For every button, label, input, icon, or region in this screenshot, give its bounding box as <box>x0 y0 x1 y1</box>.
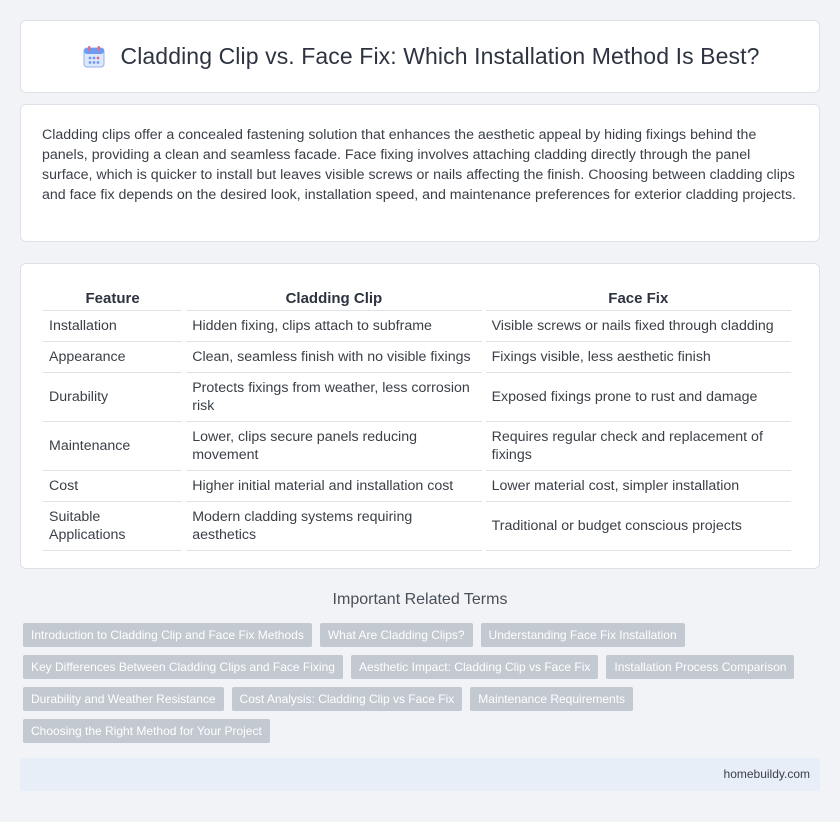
table-cell: Maintenance <box>43 422 182 471</box>
table-cell: Exposed fixings prone to rust and damage <box>486 373 791 422</box>
column-header-cladding-clip: Cladding Clip <box>186 286 481 311</box>
footer <box>20 758 820 791</box>
table-cell: Lower, clips secure panels reducing movement <box>186 422 481 471</box>
table-cell: Cost <box>43 471 182 502</box>
tag-row <box>23 687 823 711</box>
related-term-tag[interactable]: Choosing the Right Method for Your Project <box>23 719 270 743</box>
table-cell: Higher initial material and installation cost <box>186 471 481 502</box>
intro-card <box>20 104 820 242</box>
tag-row <box>23 623 823 647</box>
related-terms-tags <box>23 623 823 751</box>
footer-site-link[interactable]: homebuildy.com <box>723 767 810 781</box>
table-cell: Protects fixings from weather, less corrosion risk <box>186 373 481 422</box>
comparison-table <box>39 286 795 551</box>
table-cell: Appearance <box>43 342 182 373</box>
related-term-tag[interactable]: Aesthetic Impact: Cladding Clip vs Face Fix <box>351 655 598 679</box>
table-cell: Durability <box>43 373 182 422</box>
table-cell: Modern cladding systems requiring aesthetics <box>186 502 481 551</box>
table-row <box>43 502 791 551</box>
table-cell: Fixings visible, less aesthetic finish <box>486 342 791 373</box>
table-row <box>43 311 791 342</box>
related-term-tag[interactable]: Introduction to Cladding Clip and Face Fix Methods <box>23 623 312 647</box>
table-cell: Visible screws or nails fixed through cladding <box>486 311 791 342</box>
related-term-tag[interactable]: Understanding Face Fix Installation <box>481 623 685 647</box>
related-terms-title: Important Related Terms <box>332 591 508 608</box>
tag-row <box>23 655 823 679</box>
column-header-feature: Feature <box>43 286 182 311</box>
comparison-table-card <box>20 263 820 569</box>
table-row <box>43 422 791 471</box>
related-term-tag[interactable]: Maintenance Requirements <box>470 687 633 711</box>
table-cell: Lower material cost, simpler installation <box>486 471 791 502</box>
calendar-icon <box>81 44 107 70</box>
related-term-tag[interactable]: Key Differences Between Cladding Clips and Face Fixing <box>23 655 343 679</box>
related-term-tag[interactable]: Durability and Weather Resistance <box>23 687 224 711</box>
page-title: Cladding Clip vs. Face Fix: Which Installation Method Is Best? <box>120 43 760 69</box>
table-cell: Requires regular check and replacement of fixings <box>486 422 791 471</box>
table-header-row <box>43 286 791 311</box>
table-row <box>43 342 791 373</box>
header-card <box>20 20 820 93</box>
table-cell: Traditional or budget conscious projects <box>486 502 791 551</box>
table-row <box>43 373 791 422</box>
related-term-tag[interactable]: Cost Analysis: Cladding Clip vs Face Fix <box>232 687 463 711</box>
column-header-face-fix: Face Fix <box>486 286 791 311</box>
related-term-tag[interactable]: What Are Cladding Clips? <box>320 623 473 647</box>
table-cell: Suitable Applications <box>43 502 182 551</box>
tag-row <box>23 719 823 743</box>
table-cell: Installation <box>43 311 182 342</box>
related-term-tag[interactable]: Installation Process Comparison <box>606 655 794 679</box>
table-cell: Hidden fixing, clips attach to subframe <box>186 311 481 342</box>
intro-text: Cladding clips offer a concealed fastening solution that enhances the aesthetic appeal by hiding fixings behind the panels, providing a clean and seamless facade. Face fixing involves attaching cladding directly through the panel surface, which is quicker to install but leaves visible screws or nails affecting the finish. Choosing between cladding clips and face fix depends on the desired look, installation speed, and maintenance preferences for exterior cladding projects. <box>42 127 796 203</box>
table-row <box>43 471 791 502</box>
table-cell: Clean, seamless finish with no visible fixings <box>186 342 481 373</box>
